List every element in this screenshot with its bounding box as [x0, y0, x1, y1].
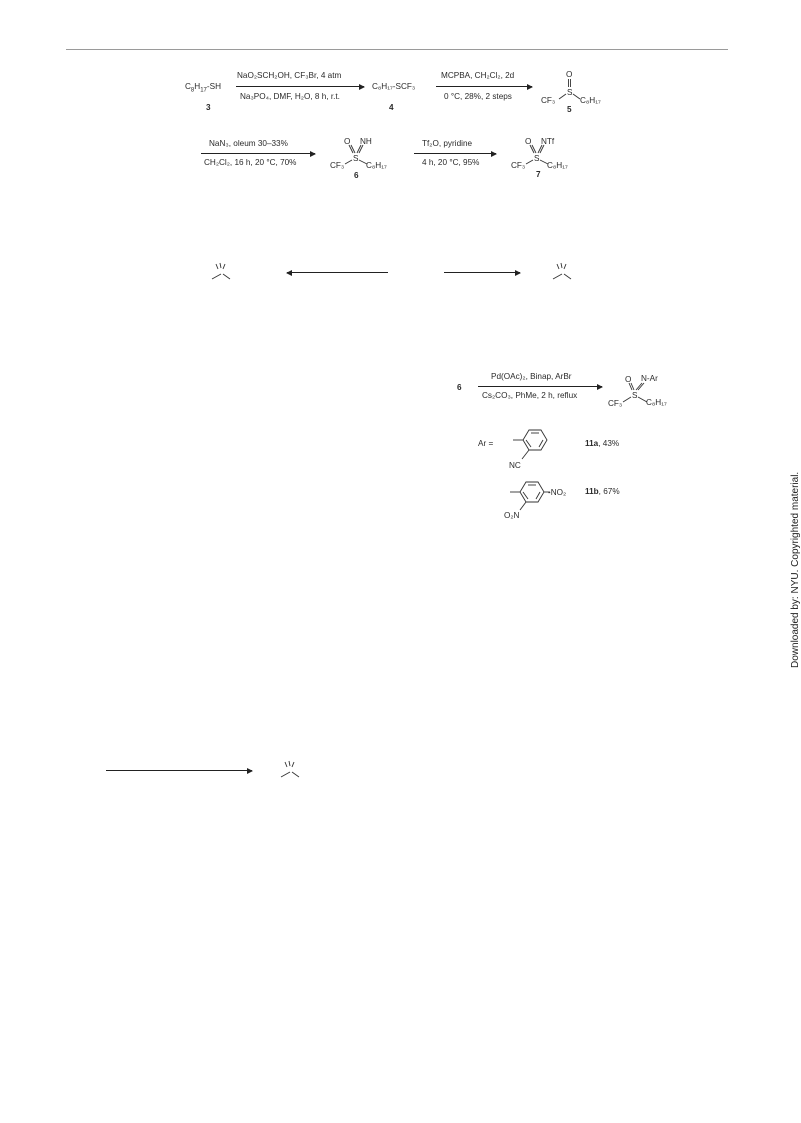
atom-cf3: CF₃ — [511, 161, 526, 170]
atom-nh: NH — [360, 137, 372, 146]
reaction-arrow-4 — [414, 153, 496, 154]
atom-s: S — [632, 391, 638, 400]
atom-c8h17: C₈H₁₇ — [580, 96, 601, 105]
label-3: 3 — [206, 103, 211, 112]
copyright-sidebar: Downloaded by: NYU. Copyrighted material. — [790, 471, 801, 668]
atom-ntf: NTf — [541, 137, 555, 146]
compound-6-structure — [330, 135, 400, 175]
atom-o2n: O₂N — [504, 511, 520, 520]
ar-equals-label: Ar = — [478, 439, 494, 448]
compound-3-formula: $C_8H_{17}-SH$ — [185, 82, 221, 94]
reaction-arrow-5 — [478, 386, 602, 387]
reaction-arrow-6 — [106, 770, 252, 771]
scheme3-start-label: 6 — [457, 383, 462, 392]
product-11-structure — [608, 371, 688, 411]
unrendered-structure-bottom — [279, 760, 305, 780]
atom-s: S — [353, 154, 359, 163]
atom-o: O — [525, 137, 532, 146]
step4-reagents: Tf₂O, pyridine — [422, 139, 473, 148]
scheme3-conditions: Cs₂CO₃, PhMe, 2 h, reflux — [482, 391, 578, 400]
aryl-11a-structure — [505, 426, 555, 471]
step3-reagents: NaN₃, oleum 30–33% — [209, 139, 288, 148]
compound-7-structure — [511, 135, 581, 175]
product-11a-yield: 11a, 43% — [585, 439, 620, 448]
step2-conditions: 0 °C, 28%, 2 steps — [444, 92, 512, 101]
atom-o: O — [625, 375, 632, 384]
atom-n-ar: N-Ar — [641, 374, 658, 383]
step1-conditions: Na₃PO₄, DMF, H₂O, 8 h, r.t. — [240, 92, 340, 101]
product-11b-yield: 11b, 67% — [585, 487, 620, 496]
label-7: 7 — [536, 170, 541, 179]
atom-cf3: CF₃ — [608, 399, 623, 408]
atom-s: S — [567, 88, 573, 97]
reaction-arrow-right — [444, 272, 520, 273]
reaction-arrow-2 — [436, 86, 532, 87]
atom-c8h17: C₈H₁₇ — [366, 161, 387, 170]
atom-s: S — [534, 154, 540, 163]
reaction-arrow-1 — [236, 86, 364, 87]
label-5: 5 — [567, 105, 572, 114]
atom-cf3: CF₃ — [330, 161, 345, 170]
atom-c8h17: C₈H₁₇ — [646, 398, 667, 407]
aryl-11b-structure — [500, 478, 580, 523]
atom-nc: NC — [509, 461, 521, 470]
step4-conditions: 4 h, 20 °C, 95% — [422, 158, 480, 167]
atom-no2: -NO₂ — [548, 488, 567, 497]
reaction-arrow-left — [287, 272, 388, 273]
atom-c8h17: C₈H₁₇ — [547, 161, 568, 170]
step2-reagents: MCPBA, CH₂Cl₂, 2d — [441, 71, 515, 80]
scheme3-reagents: Pd(OAc)₂, Binap, ArBr — [491, 372, 572, 381]
reaction-arrow-3 — [201, 153, 315, 154]
unrendered-structure-left — [210, 262, 236, 282]
label-6: 6 — [354, 171, 359, 180]
atom-o: O — [344, 137, 351, 146]
step3-conditions: CH₂Cl₂, 16 h, 20 °C, 70% — [204, 158, 297, 167]
unrendered-structure-right — [551, 262, 577, 282]
header-rule — [66, 49, 728, 50]
label-4: 4 — [389, 103, 394, 112]
compound-5-structure — [540, 68, 610, 108]
compound-4-formula: C₈H₁₇-SCF₃ — [372, 82, 416, 91]
step1-reagents: NaO₂SCH₂OH, CF₃Br, 4 atm — [237, 71, 342, 80]
atom-o: O — [566, 70, 573, 79]
atom-cf3: CF₃ — [541, 96, 556, 105]
